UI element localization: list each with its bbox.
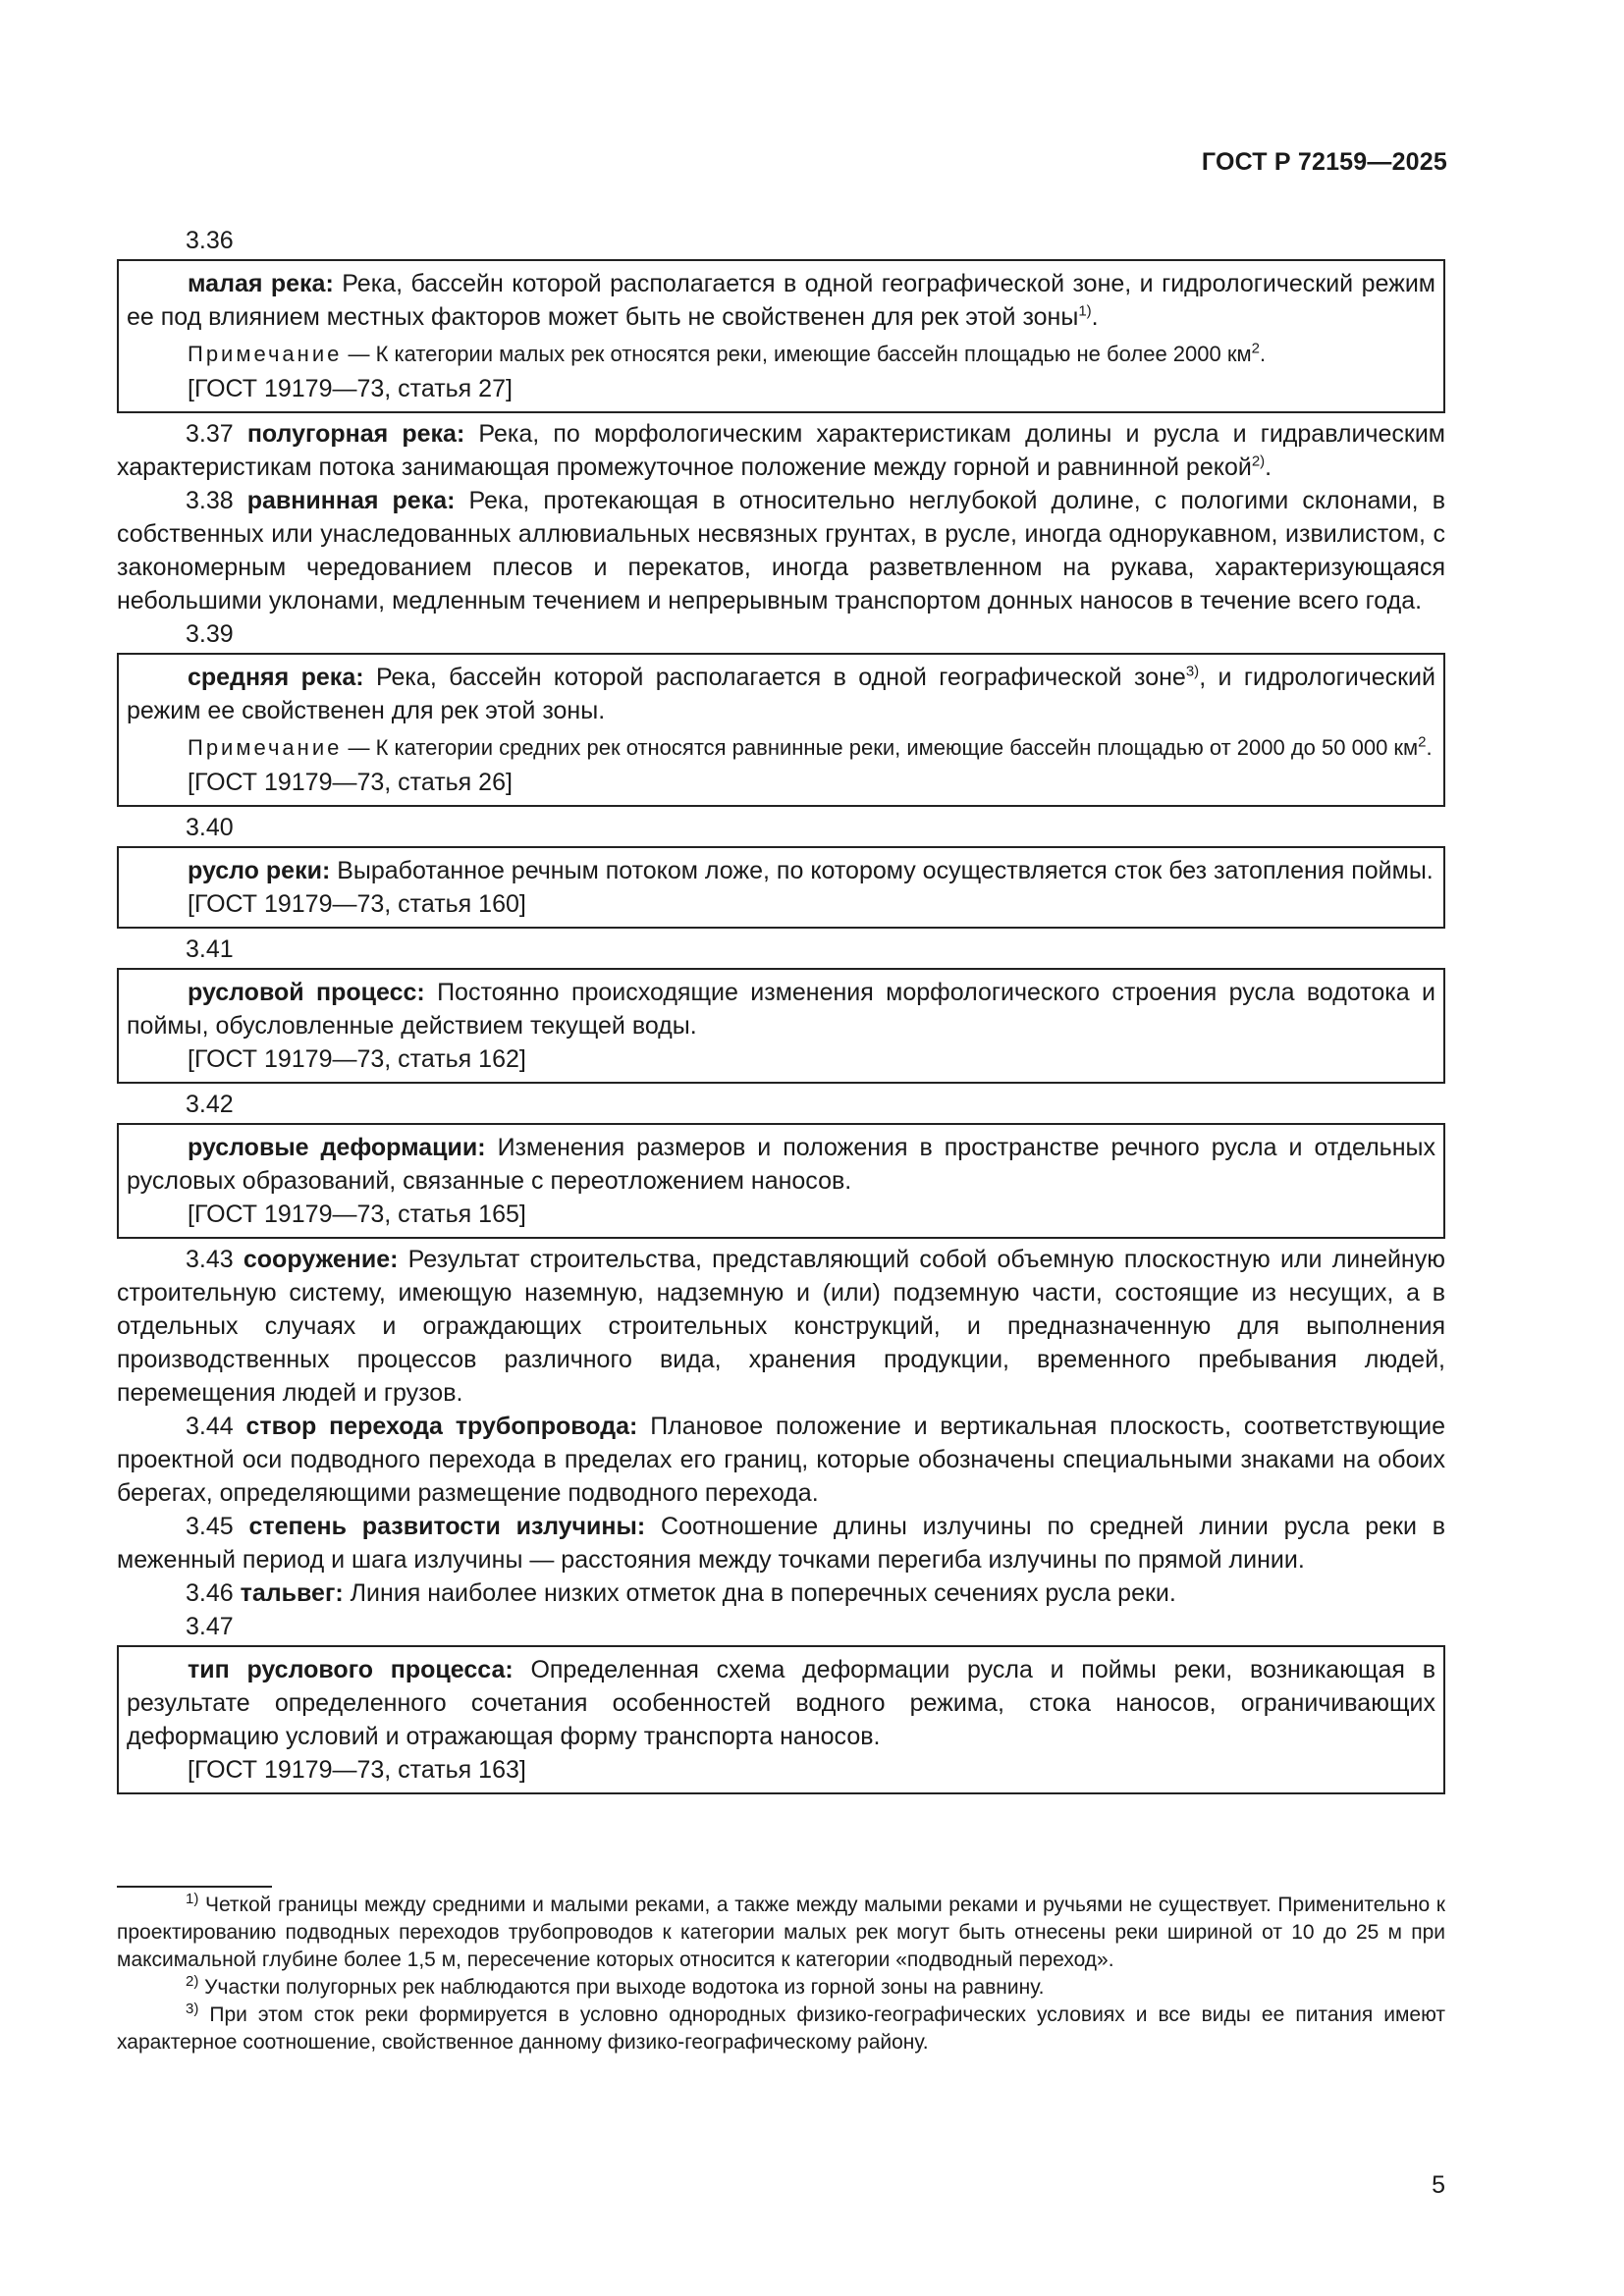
entry-note-3-36 — [127, 340, 1435, 368]
entry-number: 3.46 — [186, 1579, 234, 1607]
term: степень развитости излучины: — [248, 1513, 646, 1540]
footnote-ref: 2) — [1251, 453, 1266, 470]
term: равнинная река: — [246, 487, 456, 514]
entry-source-3-39: [ГОСТ 19179—73, статья 26] — [188, 769, 513, 796]
note-label: Примечание — [188, 342, 343, 366]
entry-3-45 — [117, 1510, 1445, 1576]
entry-3-43 — [117, 1243, 1445, 1410]
entry-definition-3-36 — [127, 267, 1435, 334]
note-sup: 2 — [1418, 733, 1427, 751]
entry-source-3-36: [ГОСТ 19179—73, статья 27] — [188, 375, 513, 402]
term: сооружение: — [243, 1246, 399, 1273]
entry-box-3-36 — [117, 259, 1445, 413]
entry-source-3-40: [ГОСТ 19179—73, статья 160] — [188, 890, 526, 918]
entry-box-3-47 — [117, 1645, 1445, 1794]
term: русло реки: — [188, 857, 331, 884]
entry-number-3-40: 3.40 — [186, 814, 234, 841]
note-text: — К категории средних рек относятся равнинные реки, имеющие бассейн площадью от 2000 до 50 000 км — [342, 735, 1419, 760]
entry-source-3-47: [ГОСТ 19179—73, статья 163] — [188, 1756, 526, 1784]
note-sup: 2 — [1251, 340, 1260, 357]
definition-text: Соотношение длины излучины по средней линии русла реки в меженный период и шага излучины — расстояния между точками перегиба излучины по прямой линии. — [117, 1513, 1446, 1574]
entry-box-3-39 — [117, 653, 1445, 807]
entry-3-46 — [117, 1576, 1445, 1610]
definition-text: Постоянно происходящие изменения морфологического строения русла водотока и поймы, обусловленные действием текущей воды. — [127, 979, 1435, 1040]
entry-number-3-42: 3.42 — [186, 1091, 234, 1118]
standard-header: ГОСТ Р 72159—2025 — [1201, 148, 1447, 176]
term: полугорная река: — [246, 420, 465, 448]
footnote-mark: 3) — [186, 2001, 199, 2017]
entry-definition-3-42 — [127, 1131, 1435, 1198]
terms-content — [117, 224, 1445, 1798]
footnote-text: При этом сток реки формируется в условно однородных физико-географических условиях и все виды ее питания имеют характерное соотношение, свойственное данному физико-географическому району. — [117, 2003, 1445, 2054]
footnote-text: Четкой границы между средними и малыми реками, а также между малыми реками и ручьями не существует. Применительно к проектированию подводных переходов трубопроводов к категории малых рек могут быть отнесены реки шириной от 10 до 25 м при максимальной глубине более 1,5 м, пересечение которых относится к категории «подводный переход». — [117, 1894, 1445, 1971]
term: тип руслового процесса: — [188, 1656, 514, 1683]
entry-number: 3.45 — [186, 1513, 234, 1540]
entry-box-3-40 — [117, 846, 1445, 929]
entry-note-3-39 — [127, 733, 1435, 762]
entry-number: 3.44 — [186, 1413, 234, 1440]
term: средняя река: — [188, 664, 364, 691]
footnote-3 — [117, 2002, 1445, 2056]
definition-text: Линия наиболее низких отметок дна в поперечных сечениях русла реки. — [343, 1579, 1176, 1607]
entry-number-3-36: 3.36 — [186, 227, 234, 254]
entry-3-44 — [117, 1410, 1445, 1510]
entry-number-3-47: 3.47 — [186, 1613, 234, 1640]
note-end: . — [1426, 735, 1433, 760]
footnote-divider — [117, 1886, 272, 1888]
definition-text: Река, по морфологическим характеристикам долины и русла и гидравлическим характеристикам потока занимающая промежуточное положение между горной и равнинной рекой — [117, 420, 1445, 481]
footnote-mark: 1) — [186, 1891, 199, 1907]
entry-number: 3.43 — [186, 1246, 234, 1273]
note-label: Примечание — [188, 735, 343, 760]
footnote-mark: 2) — [186, 1973, 199, 1990]
page-number: 5 — [1432, 2171, 1445, 2199]
footnotes — [117, 1886, 1445, 2056]
definition-text: Определенная схема деформации русла и поймы реки, возникающая в результате определенного сочетания особенностей водного режима, стока наносов, ограничивающих деформацию условий и отражающая форму транспорта наносов. — [127, 1656, 1435, 1750]
entry-source-3-41: [ГОСТ 19179—73, статья 162] — [188, 1045, 526, 1073]
term: тальвег: — [240, 1579, 344, 1607]
definition-end: , и гидрологический режим ее свойственен для рек этой зоны. — [127, 664, 1435, 724]
entry-definition-3-47 — [127, 1653, 1435, 1753]
term: русловой процесс: — [188, 979, 425, 1006]
entry-number: 3.37 — [186, 420, 234, 448]
entry-3-38 — [117, 484, 1445, 617]
note-end: . — [1259, 342, 1267, 366]
entry-source-3-42: [ГОСТ 19179—73, статья 165] — [188, 1201, 526, 1228]
entry-definition-3-39 — [127, 661, 1435, 727]
entry-number-3-39: 3.39 — [186, 620, 234, 648]
entry-3-37 — [117, 417, 1445, 484]
entry-number: 3.38 — [186, 487, 234, 514]
footnote-ref: 3) — [1185, 663, 1200, 680]
footnote-text: Участки полугорных рек наблюдаются при выходе водотока из горной зоны на равнину. — [198, 1976, 1045, 1999]
definition-end: . — [1265, 454, 1272, 481]
entry-number-3-41: 3.41 — [186, 935, 234, 963]
note-text: — К категории малых рек относятся реки, имеющие бассейн площадью не более 2000 км — [342, 342, 1252, 366]
definition-text: Плановое положение и вертикальная плоскость, соответствующие проектной оси подводного перехода в пределах его границ, которые обозначены специальными знаками на обоих берегах, определяющими размещение подводного перехода. — [117, 1413, 1445, 1507]
entry-box-3-41 — [117, 968, 1445, 1084]
definition-text: Река, бассейн которой располагается в одной географической зоне — [363, 664, 1186, 691]
term: створ перехода трубопровода: — [245, 1413, 638, 1440]
definition-text: Результат строительства, представляющий собой объемную плоскостную или линейную строительную систему, имеющую наземную, надземную и (или) подземную части, состоящие из несущих, а в отдельных случаях и ограждающих строительных конструкций, и предназначенную для выполнения производственных процессов различного вида, хранения продукции, временного пребывания людей, перемещения людей и грузов. — [117, 1246, 1445, 1407]
term: малая река: — [188, 270, 334, 297]
definition-end: . — [1091, 303, 1099, 331]
footnote-1 — [117, 1892, 1445, 1974]
definition-text: Река, бассейн которой располагается в одной географической зоне, и гидрологический режим ее под влиянием местных факторов может быть не свойственен для рек этой зоны — [127, 270, 1435, 331]
term: русловые деформации: — [188, 1134, 486, 1161]
footnote-2 — [117, 1974, 1445, 2002]
entry-definition-3-41 — [127, 976, 1435, 1042]
entry-definition-3-40 — [127, 854, 1435, 887]
definition-text: Изменения размеров и положения в пространстве речного русла и отдельных русловых образований, связанные с переотложением наносов. — [127, 1134, 1435, 1195]
definition-text: Река, протекающая в относительно неглубокой долине, с пологими склонами, в собственных или унаследованных аллювиальных несвязных грунтах, в русле, иногда однорукавном, извилистом, с закономерным чередованием плесов и перекатов, иногда разветвленном на рукава, характеризующаяся небольшими уклонами, медленным течением и непрерывным транспортом донных наносов в течение всего года. — [117, 487, 1445, 614]
entry-box-3-42 — [117, 1123, 1445, 1239]
definition-text: Выработанное речным потоком ложе, по которому осуществляется сток без затопления поймы. — [330, 857, 1434, 884]
footnote-ref: 1) — [1078, 302, 1092, 320]
